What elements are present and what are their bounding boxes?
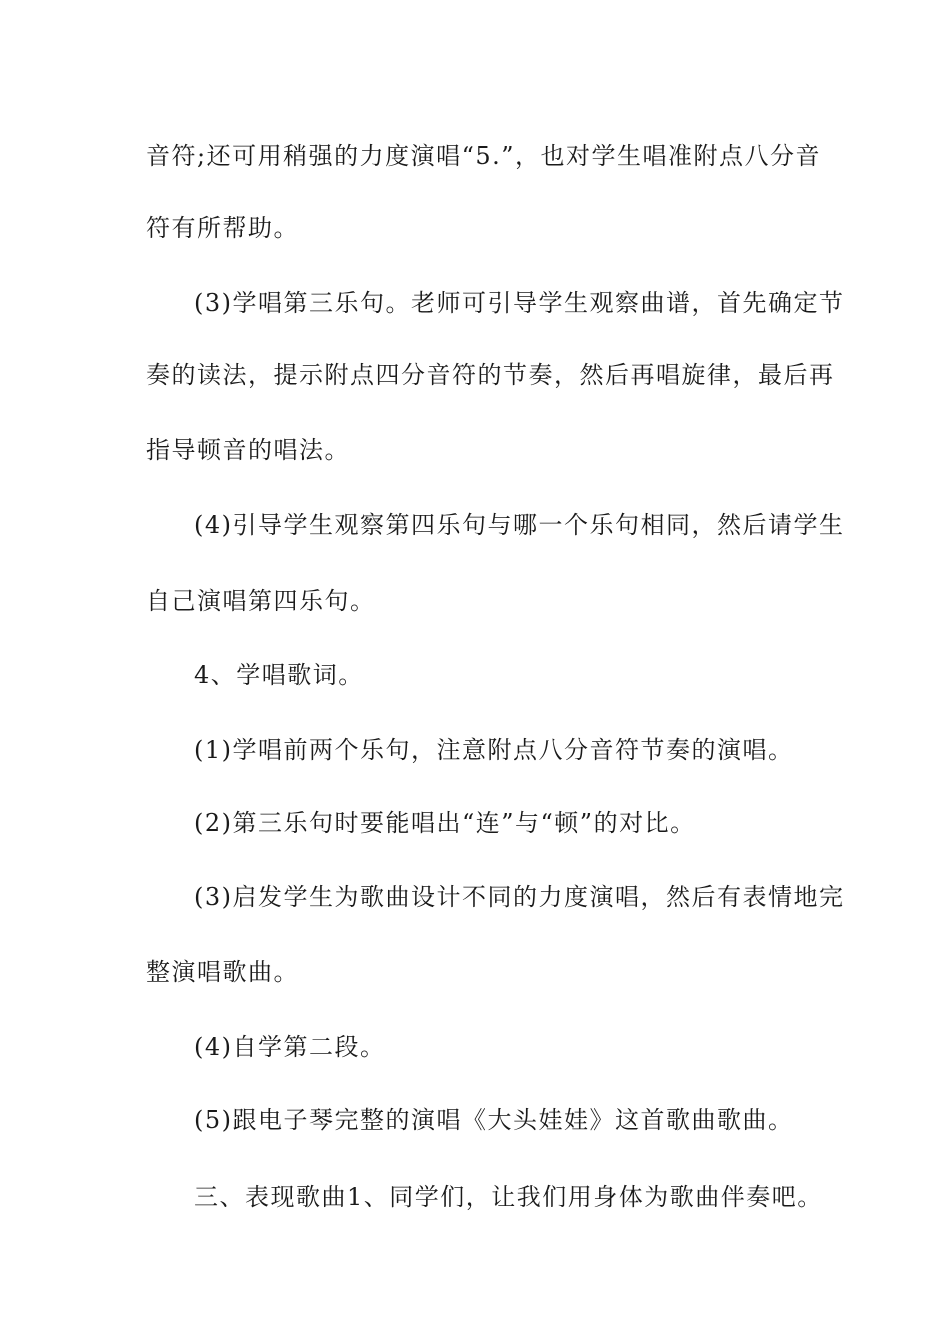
- text-line: 4、学唱歌词。: [194, 661, 364, 689]
- text-line: (2)第三乐句时要能唱出“连”与“顿”的对比。: [194, 809, 696, 837]
- text-line: (1)学唱前两个乐句，注意附点八分音符节奏的演唱。: [194, 736, 794, 764]
- text-line: 整演唱歌曲。: [146, 958, 299, 986]
- text-line: 自己演唱第四乐句。: [146, 587, 376, 615]
- text-line: (5)跟电子琴完整的演唱《大头娃娃》这首歌曲歌曲。: [194, 1106, 794, 1134]
- text-line: (3)启发学生为歌曲设计不同的力度演唱，然后有表情地完: [194, 883, 845, 911]
- text-line: 符有所帮助。: [146, 214, 299, 242]
- text-line: (4)引导学生观察第四乐句与哪一个乐句相同，然后请学生: [194, 511, 845, 539]
- text-line: 奏的读法，提示附点四分音符的节奏，然后再唱旋律，最后再: [146, 361, 835, 389]
- text-line: 三、表现歌曲1、同学们，让我们用身体为歌曲伴奏吧。: [194, 1183, 823, 1211]
- text-line: (3)学唱第三乐句。老师可引导学生观察曲谱，首先确定节: [194, 289, 845, 317]
- text-line: (4)自学第二段。: [194, 1033, 386, 1061]
- text-line: 音符;还可用稍强的力度演唱“5.”，也对学生唱准附点八分音: [146, 142, 822, 170]
- text-line: 指导顿音的唱法。: [146, 436, 350, 464]
